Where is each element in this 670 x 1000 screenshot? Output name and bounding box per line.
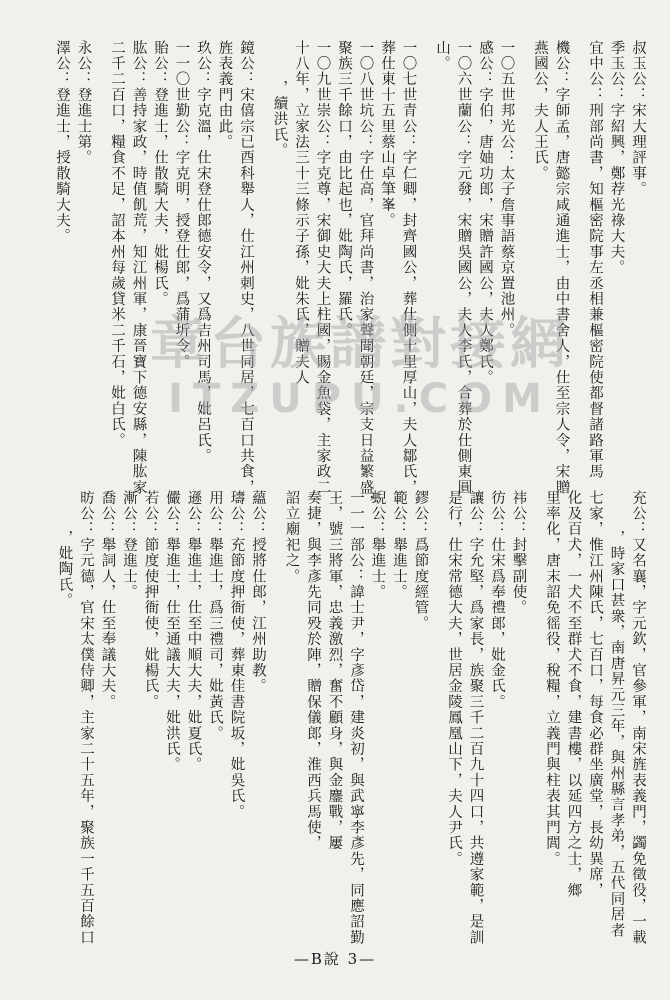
text-column: 機公：字師孟，唐懿宗咸通進士，由中書舍人，仕至宗人令，宋贈 bbox=[553, 40, 570, 496]
text-column: 範公：舉進士。 bbox=[391, 490, 407, 600]
text-column: 聚族三千餘口，由比起也，妣陶氏，羅氏。 bbox=[336, 40, 352, 339]
top-section bbox=[22, 40, 648, 511]
column-gap bbox=[431, 490, 443, 920]
text-column: 燕國公，夫人王氏。 bbox=[532, 40, 548, 182]
column-gap bbox=[572, 40, 584, 480]
text-column: 葬仕東十五里蔡山卓筆峯。 bbox=[379, 40, 395, 229]
text-column: 叔玉公：宋大理評事。 bbox=[630, 40, 646, 197]
text-column: 祎公：封擊副使。 bbox=[510, 490, 527, 616]
text-column: 鏡公：宋僖宗已酉科舉人，仕江州刺史，八世同居，七百口共食， bbox=[238, 40, 254, 496]
page-footer: —B說 3— bbox=[293, 950, 377, 968]
text-column: 充公：又名襄，字元欽，官參軍，南宋旌表義門，蠲免徵役，一載 bbox=[630, 490, 646, 946]
column-gap bbox=[256, 40, 268, 480]
text-column: 永公：登進士第。 bbox=[75, 40, 92, 166]
text-column: 若公：節度使押衙使，妣楊氏。 bbox=[142, 490, 159, 710]
text-column: ，續洪氏。 bbox=[271, 80, 288, 159]
watermark-cn: 章台族譜對接網 bbox=[150, 312, 570, 377]
text-column: 蘊公：授將仕郎，江州助教。 bbox=[250, 490, 266, 695]
text-column: 一〇九世崇公：字克尊，宋御史大夫上柱國，賜金魚袋，主家政二 bbox=[314, 40, 331, 496]
text-column: 感公：字伯，唐妯功郎，宋贈許國公，夫人鄭氏。 bbox=[477, 40, 493, 386]
column-gap bbox=[268, 490, 280, 920]
text-column: 奏捷，與李彥先同殁於陣，贈保儀郎，淮西兵馬使， bbox=[305, 490, 321, 852]
text-column: 漸公：登進士。 bbox=[121, 490, 137, 600]
text-column: 璹公：充節度押衙使，葬東佳書院坂，妣吳氏。 bbox=[228, 490, 245, 820]
bottom-section bbox=[22, 490, 648, 946]
text-column: 七家，惟江州陳氏，七百口，每食必群坐廣堂，長幼異席， bbox=[587, 490, 603, 899]
text-column: 王，號三將軍，忠義激烈，奮不顧身，與金鏖戰，屢 bbox=[326, 490, 343, 852]
text-column: 季玉公：字紹興，鄭荐光祿大夫。 bbox=[608, 40, 625, 276]
text-column: ，時家口甚衆，南唐昇元三年，與州縣言孝弟，五代同居者 bbox=[608, 530, 625, 939]
text-column: 喬公：舉詞人，仕至奉議大夫。 bbox=[99, 490, 116, 710]
text-column: 是行，仕宋常德大夫，世居金陵鳳凰山下，夫人尹氏。 bbox=[446, 490, 462, 867]
text-column: 鏐公：爲節度經管。 bbox=[412, 490, 429, 632]
text-column: 讓公：字允堅，爲家長，族聚三千二百九十四口，共遵家範，是訓 bbox=[467, 490, 484, 946]
text-column: 彷公：仕宋爲奉禮郎，妣金氏。 bbox=[489, 490, 505, 710]
watermark-en: ITZUPU.COM bbox=[168, 376, 552, 422]
column-gap bbox=[94, 40, 106, 480]
text-column: 化及百犬，一犬不至群犬不食，建書樓，以延四方之士，鄉 bbox=[565, 490, 582, 899]
text-column: 二千二百口，糧食不足，詔本州每歲貸米二千石，妣白氏。 bbox=[109, 40, 125, 449]
text-column: 遜公：舉進士，仕至中順大夫，妣夏氏。 bbox=[185, 490, 202, 773]
text-column: ，妣陶氏。 bbox=[56, 530, 73, 609]
text-column: 一〇五世邦光公：太子詹事語蔡京置池州。 bbox=[498, 40, 515, 339]
text-column: 肱公：善持家政，時值飢荒，知江州軍，康晉寶下德安縣，陳肱家 bbox=[130, 40, 147, 496]
text-column: 一一一部公：諱士尹，字彥岱，建炎初，與武寧李彥先，同應詔勤 bbox=[348, 490, 364, 946]
text-column: 宜中公：刑部尚書，知樞密院事左丞相兼樞密院使都督諸路軍馬 bbox=[587, 40, 603, 480]
text-column: 詔立廟祀之。 bbox=[283, 490, 300, 585]
top-columns bbox=[22, 40, 648, 511]
text-column: 儼公：舉進士，仕至通議大夫，妣洪氏。 bbox=[164, 490, 180, 773]
text-column: 玖公：字克溫，仕宋登仕郎德安令，又爲吉州司馬，妣呂氏。 bbox=[195, 40, 211, 464]
column-gap bbox=[419, 40, 431, 480]
column-gap bbox=[529, 490, 541, 920]
text-column: 蜺公：舉進士。 bbox=[369, 490, 386, 600]
text-column: 昉公：字元德，官宋太僕侍卿，主家二十五年，聚族一千五百餘口 bbox=[78, 490, 94, 946]
text-column: 一〇八世坑公：字仕高，官拜尚書，治家聲聞朝廷，宗支日益繁盛， bbox=[357, 40, 374, 511]
column-gap bbox=[517, 40, 529, 480]
text-column: 澤公：登進士，授散騎大夫。 bbox=[54, 40, 70, 245]
text-column: 一〇六世蘭公：字元發，宋贈吳國公，夫人李氏，合葬於仕側東圓 bbox=[455, 40, 472, 496]
text-column: 貽公：登進士，仕散騎大夫，妣楊氏。 bbox=[152, 40, 168, 307]
text-column: 一一〇世勤公：字克明，授登仕郎，爲蒲圻令。 bbox=[173, 40, 190, 370]
text-column: 山。 bbox=[434, 40, 450, 72]
text-column: 里率化，唐末詔免徭役，稅糧，立義門與柱表其門閭。 bbox=[544, 490, 560, 867]
text-column: 用公：舉進士，爲三禮司，妣黃氏。 bbox=[207, 490, 223, 742]
bottom-columns bbox=[22, 490, 648, 946]
text-column: 十八年，立家法三十三條示子孫，妣朱氏，贈夫人 bbox=[293, 40, 309, 386]
text-column: 一〇七世青公：字仁卿，封齊國公，葬仕側十里厚山，夫人鄒氏， bbox=[400, 40, 417, 496]
text-column: 旌表義門由此。 bbox=[216, 40, 233, 150]
